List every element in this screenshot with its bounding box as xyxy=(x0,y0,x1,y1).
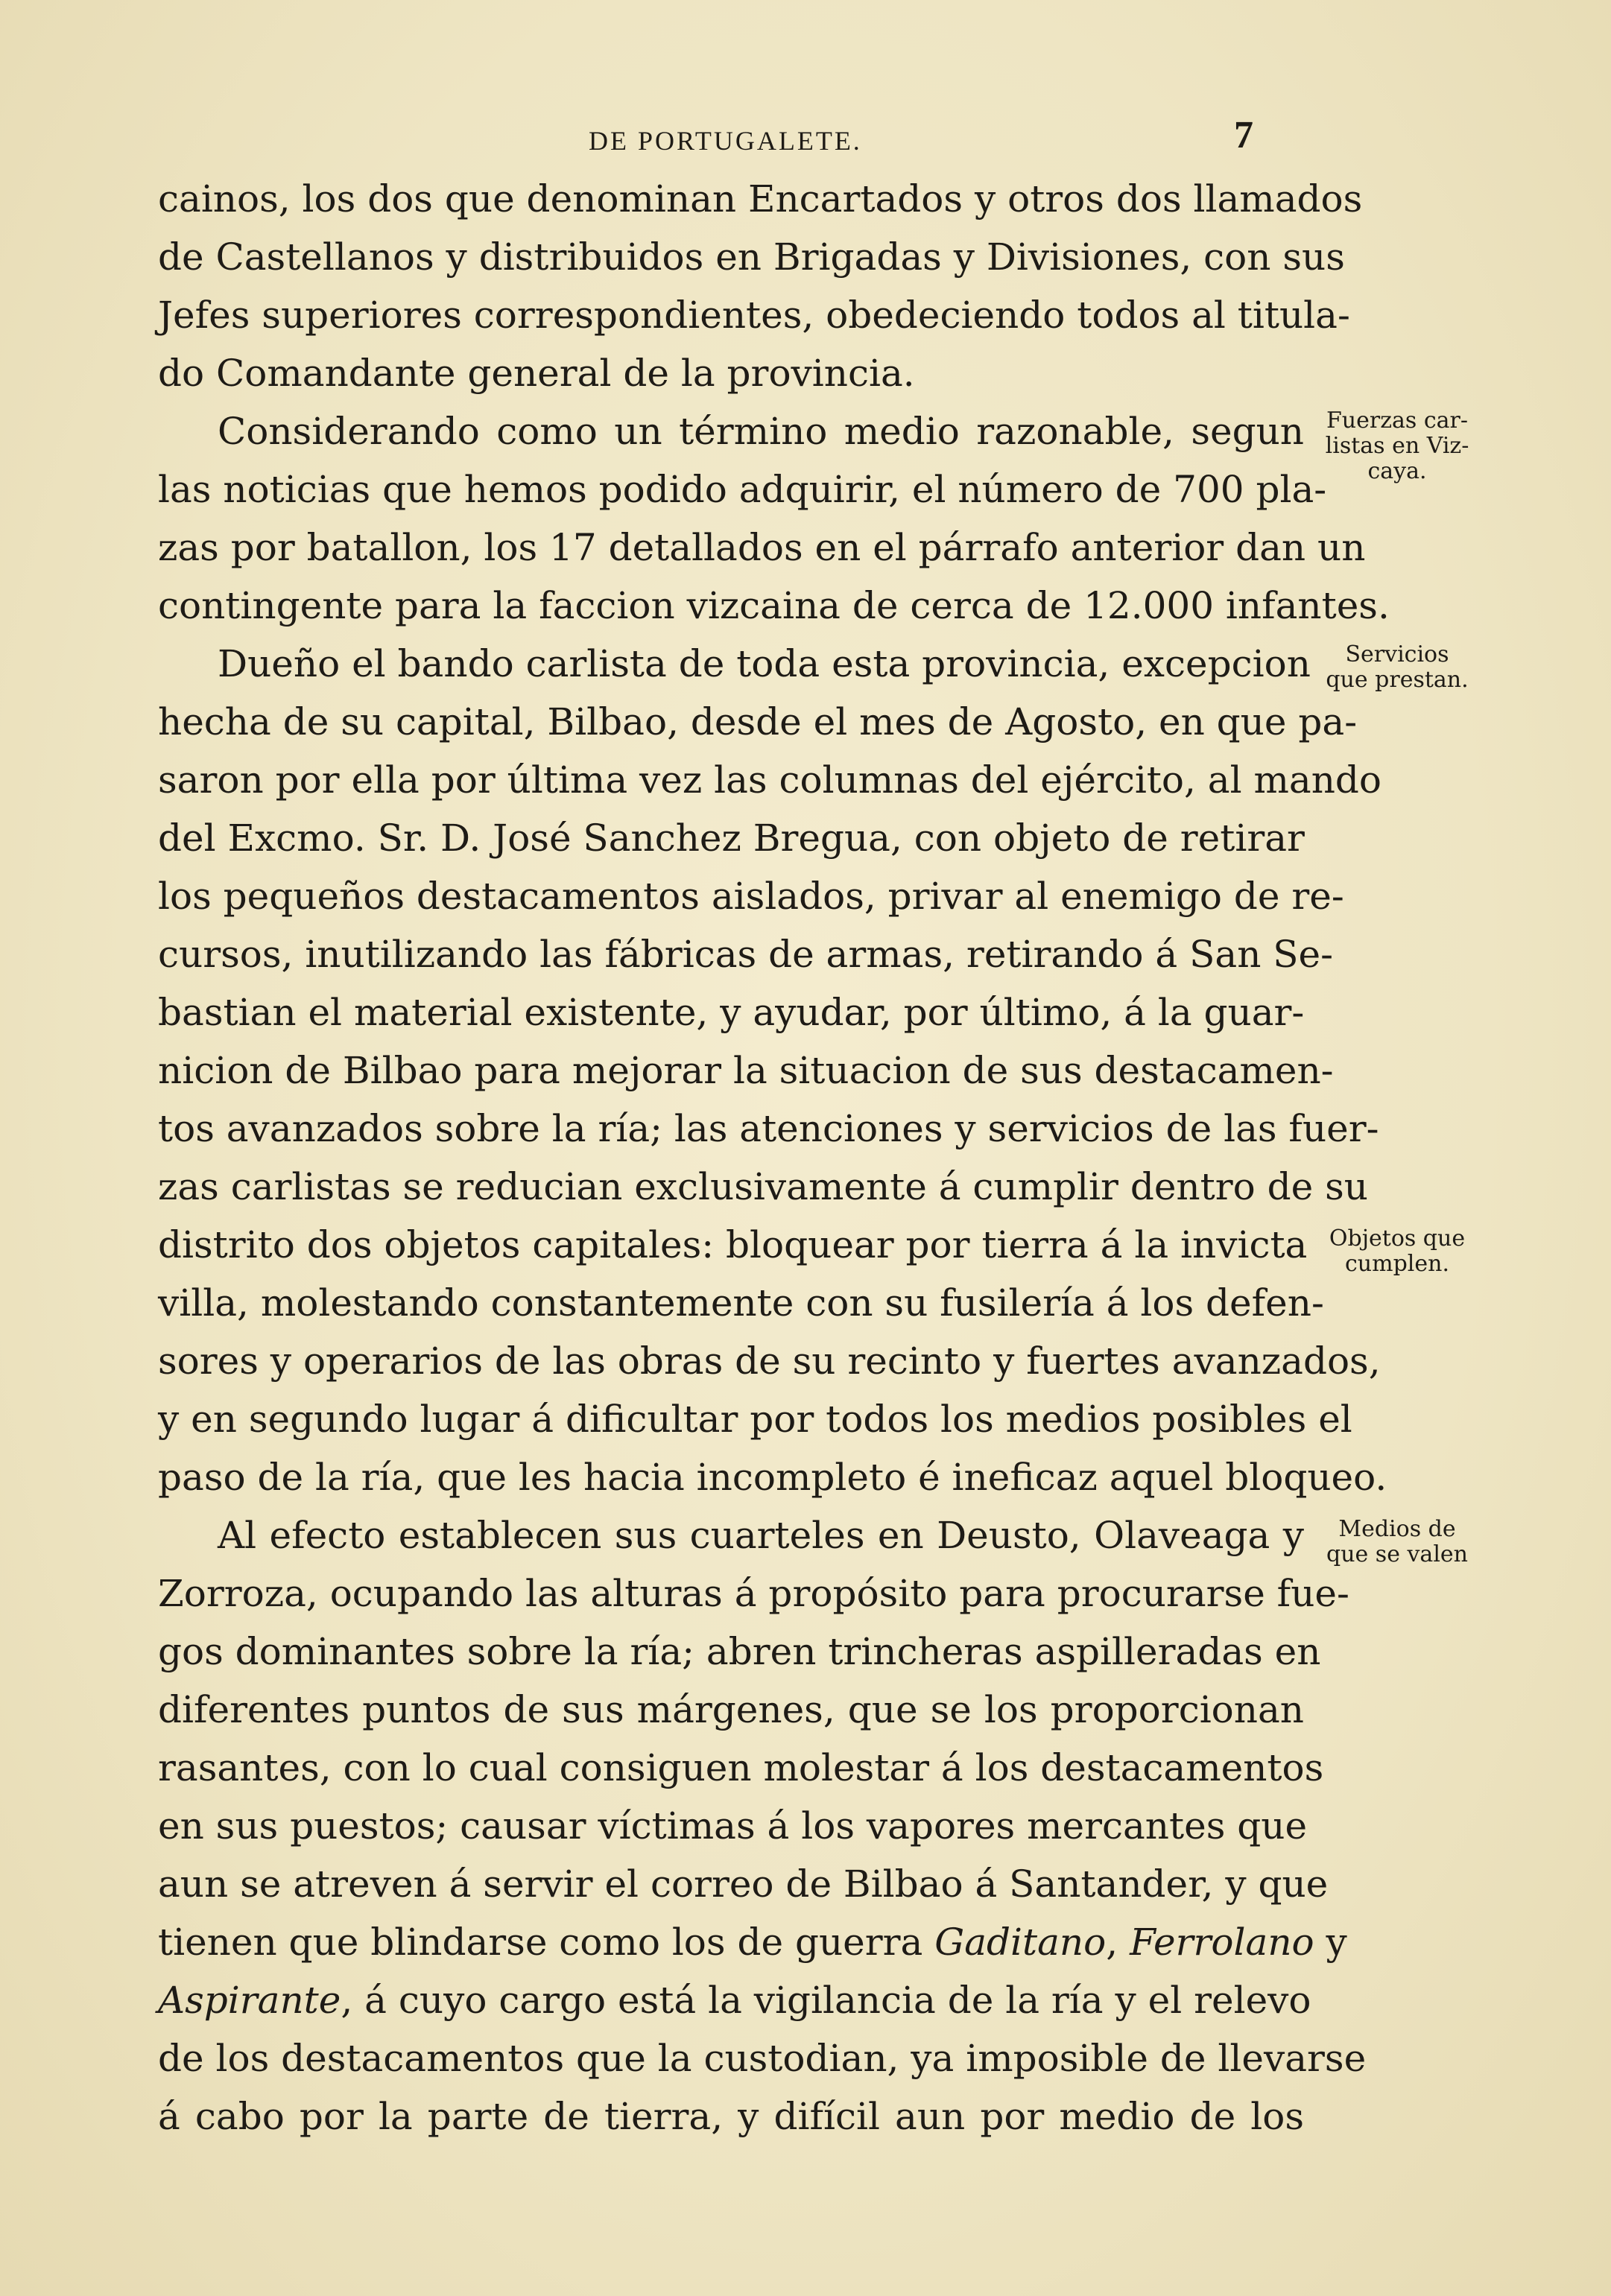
marginal-note-line: Medios de xyxy=(1338,1516,1456,1542)
text-line: cainos, los dos que denominan Encartados y otros dos llamados xyxy=(158,177,1363,221)
text-run: tienen que blindarse como los de guerra xyxy=(158,1921,923,1964)
text-line-with-italics xyxy=(158,1971,1311,2029)
text-line: hecha de su capital, Bilbao, desde el mes de Agosto, en que pa- xyxy=(158,700,1358,743)
text-line: paso de la ría, que les hacia incompleto é ineficaz aquel bloqueo. xyxy=(158,1456,1387,1499)
text-line: del Excmo. Sr. D. José Sanchez Bregua, con objeto de retirar xyxy=(158,816,1305,860)
text-line: Dueño el bando carlista de toda esta provincia, excepcion xyxy=(218,642,1311,685)
text-line: de los destacamentos que la custodian, ya imposible de llevarse xyxy=(158,2037,1367,2080)
marginal-note xyxy=(1311,408,1483,484)
text-line: nicion de Bilbao para mejorar la situacion de sus destacamen- xyxy=(158,1049,1334,1092)
marginal-note-line: Servicios xyxy=(1345,641,1449,667)
text-line: Al efecto establecen sus cuarteles en Deusto, Olaveaga y xyxy=(218,1514,1304,1557)
marginal-note-line: cumplen. xyxy=(1345,1251,1449,1277)
marginal-note-line: Fuerzas car- xyxy=(1326,407,1469,434)
text-line: en sus puestos; causar víctimas á los vapores mercantes que xyxy=(158,1804,1308,1848)
text-line: Zorroza, ocupando las alturas á propósito para procurarse fue- xyxy=(158,1572,1349,1615)
marginal-note-line: que prestan. xyxy=(1326,667,1469,693)
text-line: rasantes, con lo cual consiguen molestar á los destacamentos xyxy=(158,1746,1324,1789)
page-number: 7 xyxy=(1234,114,1253,156)
marginal-note-line: Objetos que xyxy=(1329,1225,1466,1252)
text-line-with-italics xyxy=(158,1913,1347,1971)
marginal-note xyxy=(1311,1517,1483,1567)
ship-name: Aspirante xyxy=(158,1979,341,2022)
body-text xyxy=(158,170,1390,2146)
text-line: do Comandante general de la provincia. xyxy=(158,352,915,395)
marginal-note xyxy=(1311,642,1483,693)
text-line: cursos, inutilizando las fábricas de armas, retirando á San Se- xyxy=(158,933,1334,976)
text-line: aun se atreven á servir el correo de Bilbao á Santander, y que xyxy=(158,1862,1329,1906)
text-line: saron por ella por última vez las columnas del ejército, al mando xyxy=(158,758,1382,802)
text-line: de Castellanos y distribuidos en Brigadas y Divisiones, con sus xyxy=(158,235,1345,279)
text-line: Jefes superiores correspondientes, obedeciendo todos al titula- xyxy=(158,294,1350,337)
text-run: y xyxy=(1326,1921,1347,1964)
text-line: zas por batallon, los 17 detallados en el párrafo anterior dan un xyxy=(158,526,1366,569)
text-line: sores y operarios de las obras de su recinto y fuertes avanzados, xyxy=(158,1339,1381,1383)
text-line: zas carlistas se reducian exclusivamente á cumplir dentro de su xyxy=(158,1165,1368,1208)
text-line: bastian el material existente, y ayudar, por último, á la guar- xyxy=(158,991,1305,1034)
text-run: , á cuyo cargo está la vigilancia de la ría y el relevo xyxy=(341,1979,1311,2022)
text-line: las noticias que hemos podido adquirir, el número de 700 pla- xyxy=(158,468,1327,511)
text-line: gos dominantes sobre la ría; abren trincheras aspilleradas en xyxy=(158,1630,1321,1673)
text-line: villa, molestando constantemente con su fusilería á los defen- xyxy=(158,1281,1324,1325)
text-line: Considerando como un término medio razonable, segun xyxy=(218,410,1304,453)
text-line: tos avanzados sobre la ría; las atenciones y servicios de las fuer- xyxy=(158,1107,1379,1150)
marginal-note xyxy=(1311,1226,1483,1277)
marginal-note-line: caya. xyxy=(1367,458,1427,484)
text-line: contingente para la faccion vizcaina de cerca de 12.000 infantes. xyxy=(158,584,1390,627)
text-line: distrito dos objetos capitales: bloquear por tierra á la invicta xyxy=(158,1223,1308,1266)
ship-name: Gaditano xyxy=(934,1921,1107,1964)
text-line: á cabo por la parte de tierra, y difícil aun por medio de los xyxy=(158,2095,1304,2138)
running-head: DE PORTUGALETE. xyxy=(589,126,862,156)
marginal-note-line: listas en Viz- xyxy=(1325,433,1469,459)
ship-name: Ferrolano xyxy=(1130,1921,1314,1964)
marginal-note-line: que se valen xyxy=(1326,1541,1468,1567)
text-line: los pequeños destacamentos aislados, privar al enemigo de re- xyxy=(158,875,1344,918)
text-line: y en segundo lugar á dificultar por todos los medios posibles el xyxy=(158,1398,1352,1441)
text-run: , xyxy=(1106,1921,1118,1964)
text-line: diferentes puntos de sus márgenes, que se los proporcionan xyxy=(158,1688,1304,1731)
